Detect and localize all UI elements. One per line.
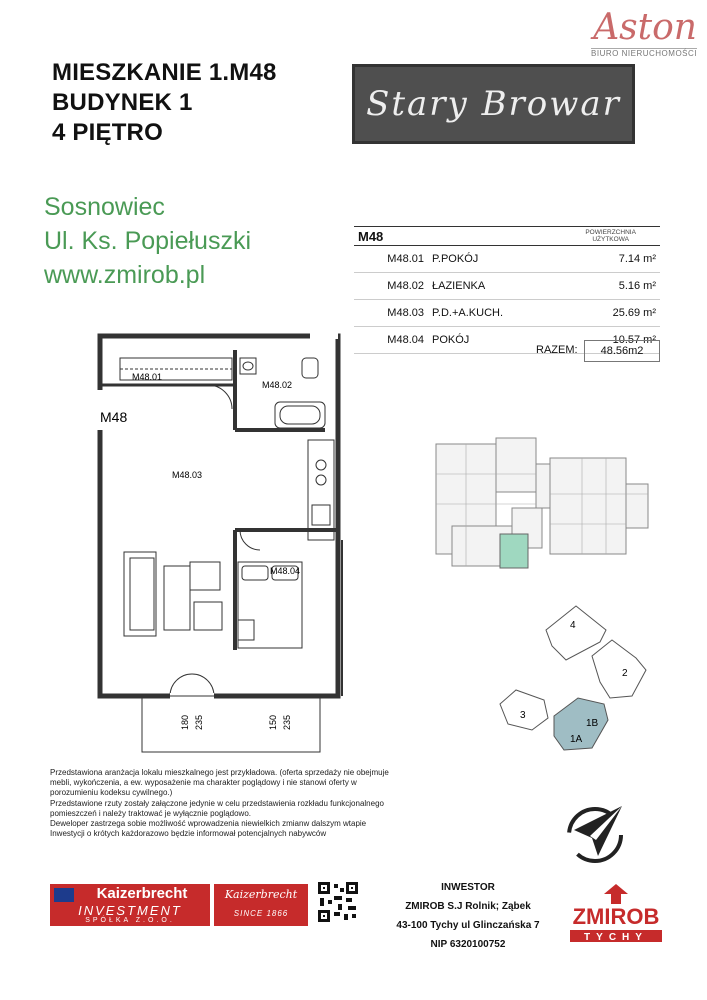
floor-key-plan [432, 434, 654, 574]
disclaimer [50, 768, 390, 839]
balcony [142, 696, 320, 752]
room-label-03: M48.03 [172, 470, 203, 480]
zmirob-name: ZMIROB [572, 904, 660, 929]
brewery-name: Kaizerbrecht [224, 888, 298, 901]
agency-logo [591, 8, 697, 58]
agency-name: Aston [593, 7, 697, 48]
kaizerbrecht-sub: INVESTMENT [78, 903, 182, 918]
investor-name: ZMIROB S.J Rolnik; Ząbek [405, 901, 531, 912]
coffee-table [164, 566, 190, 630]
building-1b-label: 1B [586, 718, 599, 729]
dimension-label: 150 [268, 714, 278, 730]
room-name: P.POKÓJ [428, 246, 561, 273]
room-code: M48.02 [354, 273, 428, 300]
brewery-logo [214, 884, 308, 926]
building-2 [592, 640, 646, 698]
building-2-label: 2 [622, 668, 628, 679]
room-name: POKÓJ [428, 327, 561, 354]
building-label: BUDYNEK 1 [52, 89, 193, 116]
unit-label: M48 [100, 409, 128, 425]
investor-info [378, 878, 558, 954]
city: Sosnowiec [44, 193, 165, 221]
investor-address: 43-100 Tychy ul Glinczańska 7 [396, 920, 540, 931]
sofa [124, 552, 156, 636]
room-name: ŁAZIENKA [428, 273, 561, 300]
building-4-label: 4 [570, 620, 576, 631]
disclaimer-p1: Przedstawiona aranżacja lokalu mieszkalnego jest przykładowa. (oferta sprzedaży nie obejmuje mebli, wykończenia, a ew. wyposażenie ma charakter poglądowy i nie stanowi oferty w porozumieniu kodeksu cywilnego.) [50, 768, 389, 798]
dimension-label: 180 [180, 714, 190, 730]
kaizerbrecht-sub2: SPÓŁKA Z.O.O. [85, 917, 175, 924]
building-1a-label: 1A [570, 734, 583, 745]
room-code: M48.03 [354, 300, 428, 327]
dimension-label: 235 [282, 714, 292, 730]
kaizerbrecht-name: Kaizerbrecht [96, 885, 188, 902]
zmirob-logo [566, 880, 666, 944]
table-row [354, 300, 660, 327]
room-label-01: M48.01 [132, 372, 163, 382]
website-link[interactable]: www.zmirob.pl [44, 261, 206, 289]
area-header-line1: POWIERZCHNIA [585, 229, 636, 236]
dimension-label: 235 [194, 714, 204, 730]
total-label: RAZEM: [536, 344, 578, 356]
qr-code-icon [318, 882, 358, 922]
disclaimer-p3: Deweloper zastrzega sobie możliwość wprowadzenia niewielkich zmianw dalszym wtapie Inwestycji o krótych każdorazowo będzie informował potencjalnych nabywców [50, 819, 367, 839]
room-code: M48.01 [354, 246, 428, 273]
total-value: 48.56m2 [584, 340, 660, 362]
table-row [354, 246, 660, 273]
street: Ul. Ks. Popiełuszki [44, 227, 252, 255]
rooms-table [354, 226, 660, 354]
agency-subtitle: BIURO NIERUCHOMOŚCI [591, 49, 697, 58]
room-area: 10.57 m² [561, 327, 660, 354]
armchair [194, 602, 222, 630]
disclaimer-p2: Przedstawione rzuty zostały załączone jedynie w celu przedstawienia rozkładu funkcjonalnego pomieszczeń i należy traktować je wyłącznie poglądowo. [50, 798, 384, 818]
room-area: 7.14 m² [561, 246, 660, 273]
room-area: 25.69 m² [561, 300, 660, 327]
site-plan [496, 600, 656, 760]
area-header-line2: UŻYTKOWA [592, 236, 629, 243]
apartment-title: MIESZKANIE 1.M48 [52, 59, 277, 86]
room-name: P.D.+A.KUCH. [428, 300, 561, 327]
room-area: 5.16 m² [561, 273, 660, 300]
floor-label: 4 PIĘTRO [52, 119, 163, 146]
door-swing [208, 385, 232, 409]
table-row [354, 273, 660, 300]
kaizerbrecht-logo [50, 884, 210, 926]
brewery-since: SINCE 1866 [233, 909, 289, 918]
unit-code: M48 [354, 227, 561, 246]
sink [240, 358, 256, 374]
toilet [302, 358, 318, 378]
armchair [190, 562, 220, 590]
investor-nip: NIP 6320100752 [430, 939, 506, 950]
eu-flag-icon [54, 888, 74, 902]
table-header-row [354, 227, 660, 246]
floor-plan [90, 330, 360, 760]
room-label-02: M48.02 [262, 380, 293, 390]
compass-icon [560, 800, 630, 870]
highlighted-unit [500, 534, 528, 568]
building-3-label: 3 [520, 710, 526, 721]
room-label-04: M48.04 [270, 566, 301, 576]
investor-heading: INWESTOR [441, 882, 495, 893]
project-logo: Stary Browar [352, 64, 635, 144]
zmirob-city: TYCHY [584, 932, 648, 943]
area-header [561, 227, 660, 246]
room-code: M48.04 [354, 327, 428, 354]
